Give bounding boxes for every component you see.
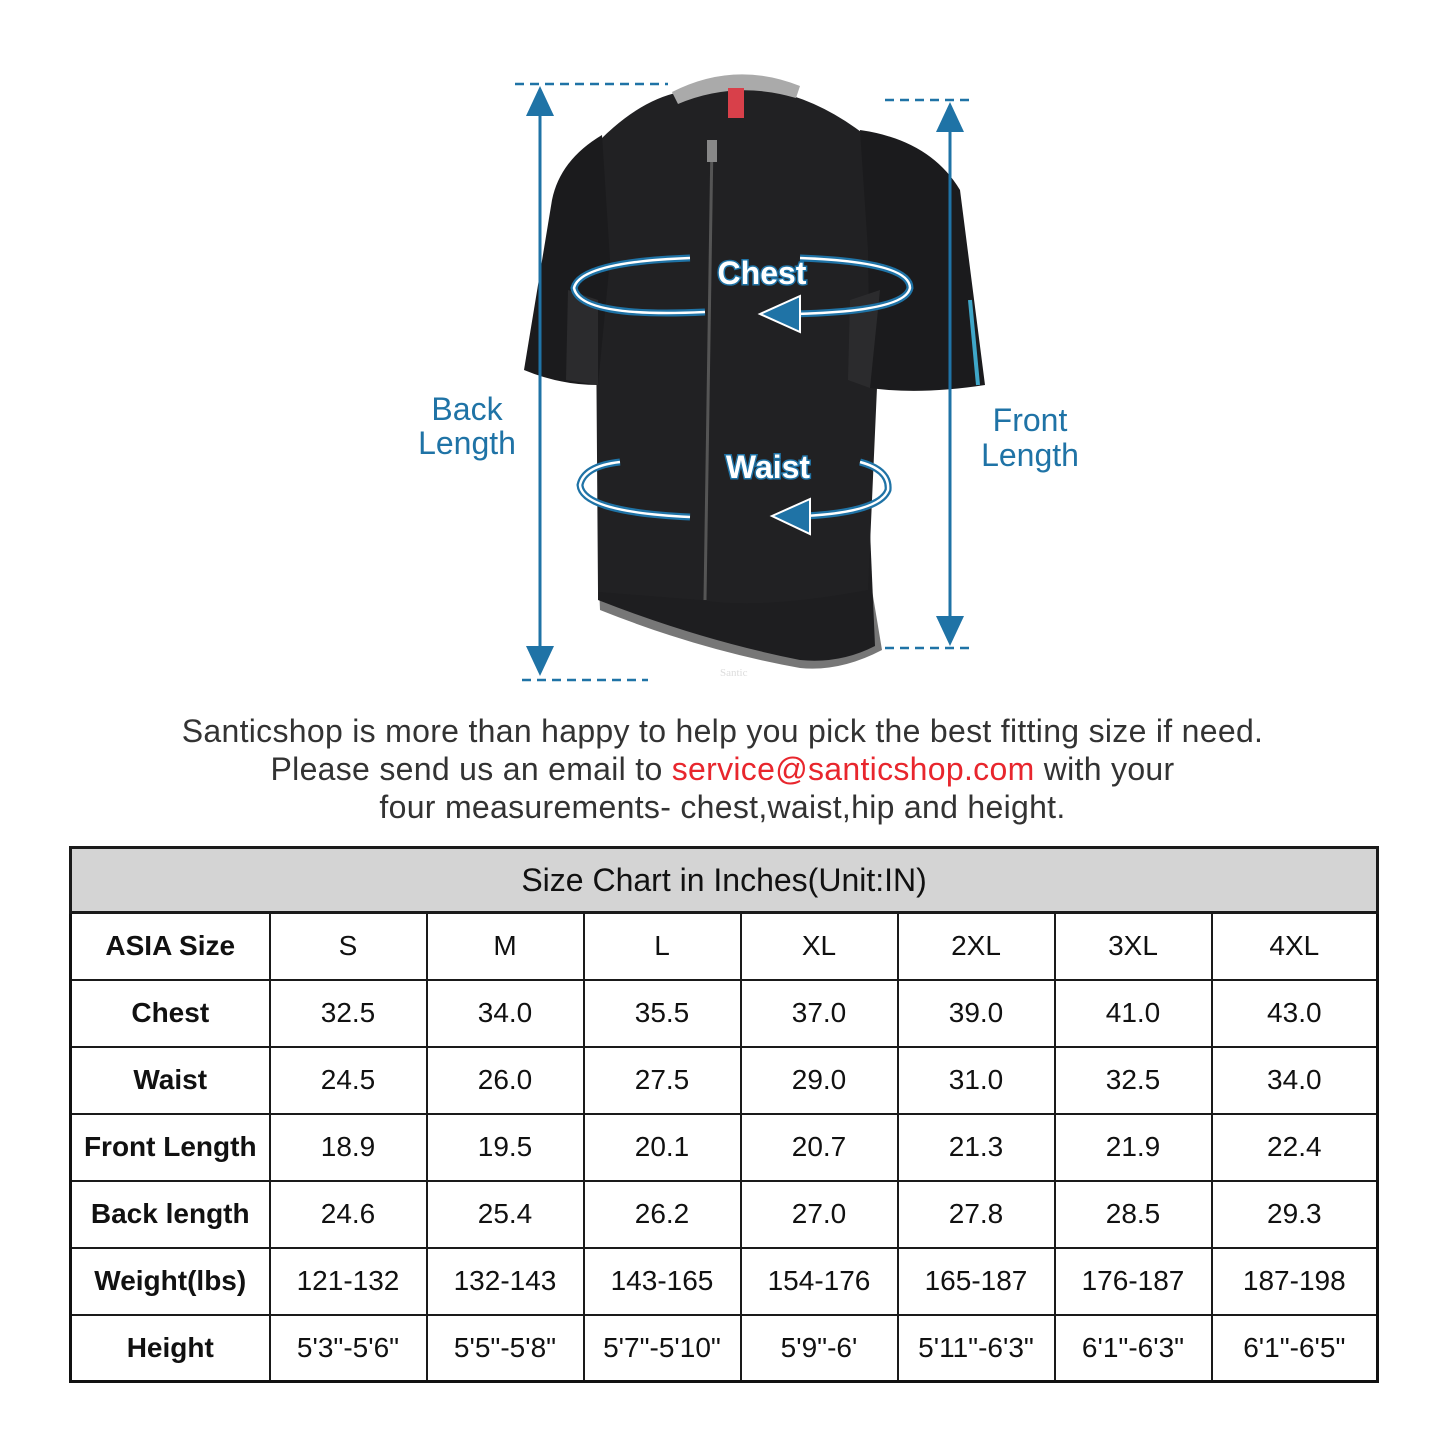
size-col-s: S — [270, 913, 427, 980]
intro-line-2-suffix: with your — [1034, 751, 1175, 787]
table-cell: 20.7 — [741, 1114, 898, 1181]
row-label: Front Length — [71, 1114, 270, 1181]
table-row-front-length — [71, 1114, 1378, 1181]
hem-brand-text: Santic — [720, 667, 748, 679]
table-cell: 29.0 — [741, 1047, 898, 1114]
table-cell: 32.5 — [1055, 1047, 1212, 1114]
size-chart-title: Size Chart in Inches(Unit:IN) — [71, 848, 1378, 913]
intro-line-2-prefix: Please send us an email to — [270, 751, 672, 787]
size-chart-table — [69, 846, 1379, 1383]
table-cell: 5'11"-6'3" — [898, 1315, 1055, 1382]
table-cell: 5'9"-6' — [741, 1315, 898, 1382]
cycling-jersey-illustration — [524, 74, 985, 679]
table-cell: 27.0 — [741, 1181, 898, 1248]
table-cell: 27.5 — [584, 1047, 741, 1114]
table-cell: 5'3"-5'6" — [270, 1315, 427, 1382]
size-header-row — [71, 913, 1378, 980]
table-cell: 34.0 — [1212, 1047, 1378, 1114]
table-row-back-length — [71, 1181, 1378, 1248]
table-cell: 26.2 — [584, 1181, 741, 1248]
front-length-label-line2: Length — [981, 437, 1079, 473]
table-cell: 25.4 — [427, 1181, 584, 1248]
table-cell: 37.0 — [741, 980, 898, 1047]
table-cell: 29.3 — [1212, 1181, 1378, 1248]
size-col-l: L — [584, 913, 741, 980]
table-cell: 187-198 — [1212, 1248, 1378, 1315]
table-cell: 121-132 — [270, 1248, 427, 1315]
chest-label: Chest — [717, 255, 807, 291]
table-cell: 20.1 — [584, 1114, 741, 1181]
table-cell: 27.8 — [898, 1181, 1055, 1248]
row-label: Waist — [71, 1047, 270, 1114]
row-label: Weight(lbs) — [71, 1248, 270, 1315]
table-cell: 28.5 — [1055, 1181, 1212, 1248]
back-length-label-line1: Back — [431, 391, 503, 427]
table-cell: 41.0 — [1055, 980, 1212, 1047]
table-cell: 19.5 — [427, 1114, 584, 1181]
table-cell: 176-187 — [1055, 1248, 1212, 1315]
table-row-height — [71, 1315, 1378, 1382]
table-cell: 6'1"-6'3" — [1055, 1315, 1212, 1382]
table-cell: 24.6 — [270, 1181, 427, 1248]
table-cell: 39.0 — [898, 980, 1055, 1047]
intro-line-2 — [0, 750, 1445, 788]
table-cell: 26.0 — [427, 1047, 584, 1114]
table-cell: 21.9 — [1055, 1114, 1212, 1181]
size-col-xl: XL — [741, 913, 898, 980]
table-cell: 165-187 — [898, 1248, 1055, 1315]
size-col-2xl: 2XL — [898, 913, 1055, 980]
table-cell: 32.5 — [270, 980, 427, 1047]
table-cell: 143-165 — [584, 1248, 741, 1315]
support-email-link[interactable]: service@santicshop.com — [671, 751, 1035, 787]
table-cell: 43.0 — [1212, 980, 1378, 1047]
front-length-label-line1: Front — [992, 402, 1068, 438]
jersey-measurement-diagram — [0, 0, 1445, 700]
back-length-label-line2: Length — [418, 425, 516, 461]
table-cell: 154-176 — [741, 1248, 898, 1315]
size-header-label: ASIA Size — [71, 913, 270, 980]
size-col-3xl: 3XL — [1055, 913, 1212, 980]
table-cell: 35.5 — [584, 980, 741, 1047]
size-col-4xl: 4XL — [1212, 913, 1378, 980]
table-cell: 5'5"-5'8" — [427, 1315, 584, 1382]
intro-line-3: four measurements- chest,waist,hip and height. — [379, 789, 1066, 825]
table-cell: 5'7"-5'10" — [584, 1315, 741, 1382]
row-label: Back length — [71, 1181, 270, 1248]
table-cell: 18.9 — [270, 1114, 427, 1181]
table-cell: 31.0 — [898, 1047, 1055, 1114]
table-row-waist — [71, 1047, 1378, 1114]
table-row-weight — [71, 1248, 1378, 1315]
table-cell: 24.5 — [270, 1047, 427, 1114]
table-cell: 21.3 — [898, 1114, 1055, 1181]
table-cell: 34.0 — [427, 980, 584, 1047]
size-col-m: M — [427, 913, 584, 980]
waist-label: Waist — [725, 449, 811, 485]
row-label: Chest — [71, 980, 270, 1047]
row-label: Height — [71, 1315, 270, 1382]
table-row-chest — [71, 980, 1378, 1047]
table-cell: 22.4 — [1212, 1114, 1378, 1181]
table-cell: 6'1"-6'5" — [1212, 1315, 1378, 1382]
size-help-text — [0, 712, 1445, 826]
intro-line-1: Santicshop is more than happy to help you pick the best fitting size if need. — [181, 713, 1264, 749]
table-cell: 132-143 — [427, 1248, 584, 1315]
